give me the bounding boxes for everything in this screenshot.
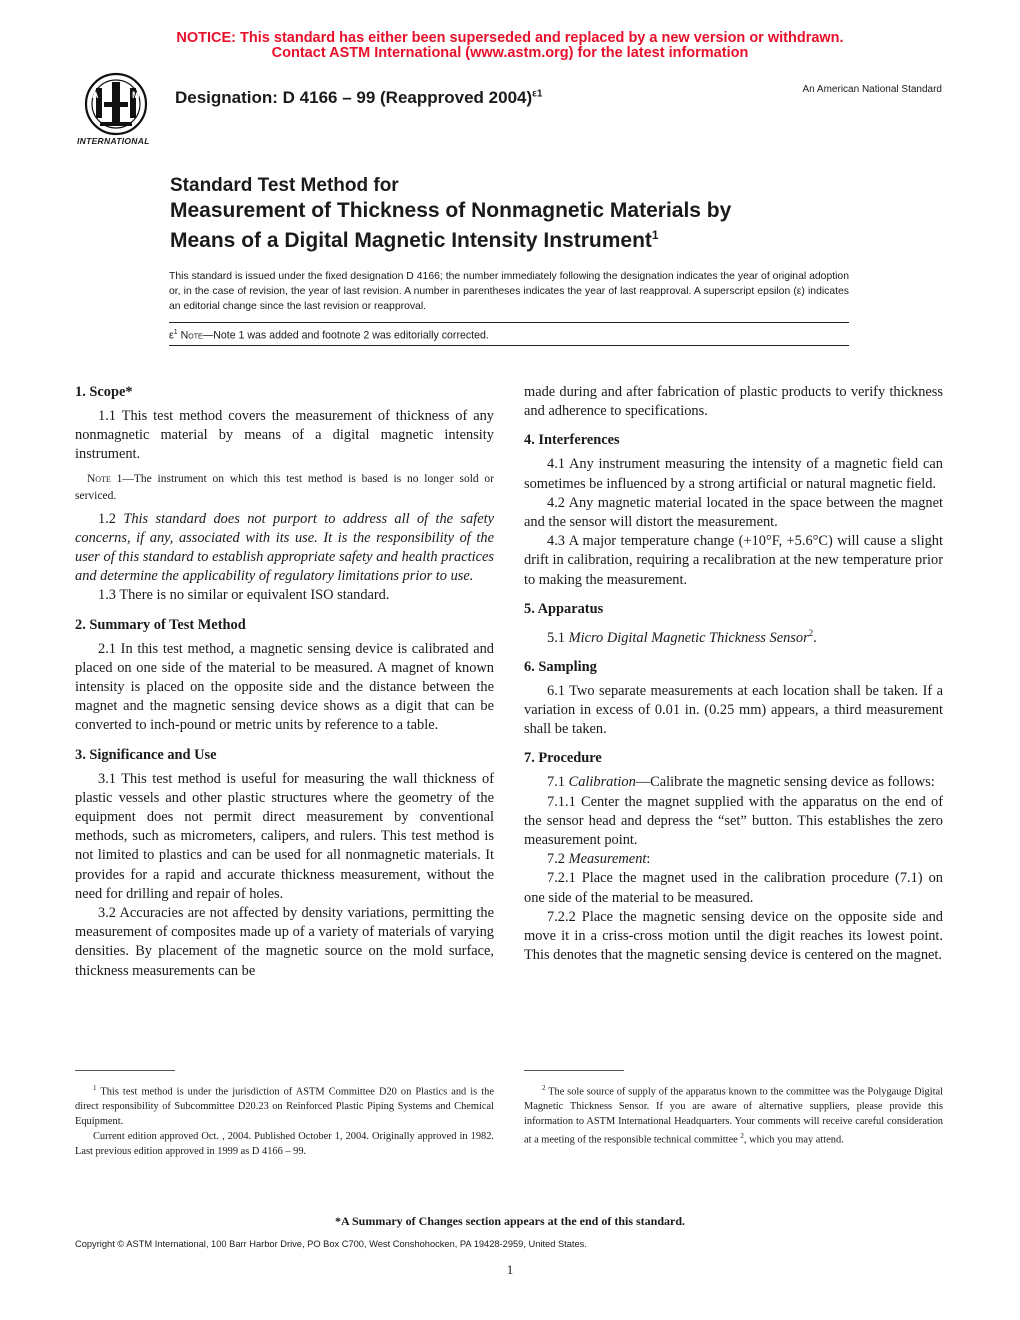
title-line-2: Measurement of Thickness of Nonmagnetic Materials by bbox=[170, 199, 732, 222]
period: . bbox=[813, 629, 817, 646]
paragraph: 7.2.1 Place the magnet used in the calibration procedure (7.1) on one side of the material to be measured. bbox=[524, 870, 943, 906]
copyright: Copyright © ASTM International, 100 Barr Harbor Drive, PO Box C700, West Conshohocken, PA 19428-2959, United States. bbox=[75, 1239, 587, 1249]
title-line-1: Standard Test Method for bbox=[170, 175, 399, 196]
section-heading: 7. Procedure bbox=[524, 750, 602, 767]
footnote-number: 1 bbox=[93, 1084, 97, 1092]
editorial-eps: ε bbox=[169, 329, 174, 342]
paragraph-number: 7.2 bbox=[547, 851, 569, 868]
footnote-text-end: , which you may attend. bbox=[743, 1134, 844, 1146]
title-main bbox=[170, 198, 870, 253]
divider bbox=[169, 345, 849, 346]
svg-text:M: M bbox=[132, 90, 140, 100]
paragraph: 7.1.1 Center the magnet supplied with the apparatus on the end of the sensor head and depress the “set” button. This establishes the zero measurement point. bbox=[524, 793, 943, 849]
section-heading: 2. Summary of Test Method bbox=[75, 616, 246, 633]
paragraph: 6.1 Two separate measurements at each location shall be taken. If a variation in excess of 0.01 in. (0.25 mm) appears, a third measurement shall be taken. bbox=[524, 682, 943, 738]
paragraph bbox=[524, 773, 943, 792]
editorial-note-text: —Note 1 was added and footnote 2 was editorially corrected. bbox=[202, 329, 489, 342]
footnote-2 bbox=[524, 1081, 943, 1148]
paragraph-number: 5.1 bbox=[547, 629, 569, 646]
paragraph: 3.2 Accuracies are not affected by density variations, permitting the measurement of composites made up of a variety of materials of varying densities. By placement of the magnetic source on the mold surface, thickness measurements can be bbox=[75, 905, 494, 979]
designation-text: Designation: D 4166 – 99 (Reapproved 2004) bbox=[175, 88, 533, 107]
issuance-statement: This standard is issued under the fixed designation D 4166; the number immediately following the designation indicates the year of original adoption or, in the case of revision, the year of last revision. A number in parentheses indicates the year of last reapproval. A superscript epsilon (ε) indicates an editorial change since the last revision or reapproval. bbox=[169, 271, 849, 312]
paragraph bbox=[524, 624, 943, 648]
right-column bbox=[524, 383, 943, 965]
paragraph: 3.1 This test method is useful for measuring the wall thickness of plastic vessels and other plastic structures where the geometry of the equipment does not permit direct measurement by conventional methods, such as micrometers, calipers, and rulers. This test method is not limited to plastics and can be used for all nonmagnetic materials. It provides for a rapid and accurate thickness measurement, without the need for drilling and repair of holes. bbox=[75, 770, 494, 902]
note-text: 1—The instrument on which this test method is based is no longer sold or serviced. bbox=[75, 472, 494, 502]
svg-text:A: A bbox=[92, 90, 99, 100]
apparatus-name: Micro Digital Magnetic Thickness Sensor bbox=[568, 629, 809, 646]
footnote-number: 2 bbox=[542, 1084, 546, 1092]
paragraph: 4.1 Any instrument measuring the intensity of a magnetic field can sometimes be influenced by a strong artificial or natural magnetic field. bbox=[524, 456, 943, 492]
paragraph bbox=[75, 510, 494, 587]
editorial-note bbox=[169, 329, 489, 342]
section-heading: 3. Significance and Use bbox=[75, 746, 217, 763]
paragraph: 1.1 This test method covers the measurement of thickness of any nonmagnetic material by means of a digital magnetic intensity instrument. bbox=[75, 408, 494, 463]
paragraph: 1.3 There is no similar or equivalent ISO standard. bbox=[98, 587, 390, 604]
subsection-title: Measurement bbox=[568, 851, 647, 868]
subsection-title: Calibration bbox=[568, 774, 636, 791]
footnote-rule bbox=[524, 1070, 624, 1071]
note-1 bbox=[75, 471, 494, 505]
footnote-text: Current edition approved Oct. , 2004. Published October 1, 2004. Originally approved in 1982. Last previous edition approved in 1999 as D 4166 – 99. bbox=[75, 1131, 494, 1158]
notice-line-1: NOTICE: This standard has either been superseded and replaced by a new version or withdrawn. bbox=[176, 30, 844, 46]
paragraph-text: —Calibrate the magnetic sensing device as follows: bbox=[635, 774, 935, 791]
paragraph: 2.1 In this test method, a magnetic sensing device is calibrated and placed on one side of the material to be measured. A magnet of known intensity is placed on the opposite side and the distance between the magnet and the magnetic sensing device shows as a digit that can be converted to inch-pound or metric units by reference to a table. bbox=[75, 640, 494, 734]
editorial-note-label: Note bbox=[180, 329, 203, 342]
summary-of-changes-notice: *A Summary of Changes section appears at the end of this standard. bbox=[334, 1214, 686, 1228]
designation-sup: ε1 bbox=[532, 88, 543, 100]
paragraph-text: : bbox=[646, 851, 651, 868]
footnote-ref: 2 bbox=[808, 627, 814, 638]
divider bbox=[169, 322, 849, 323]
title-line-3: Means of a Digital Magnetic Intensity Instrument bbox=[170, 229, 652, 252]
footnote-text: This test method is under the jurisdiction of ASTM Committee D20 on Plastics and is the direct responsibility of Subcommittee D20.23 on Reinforced Plastic Piping Systems and Chemical Equipment. bbox=[75, 1086, 494, 1128]
note-label: Note bbox=[87, 472, 111, 485]
paragraph-number: 1.2 bbox=[98, 510, 124, 527]
footnote-text: The sole source of supply of the apparatus known to the committee was the Polygauge Digital Magnetic Thickness Sensor. If you are aware of alternative suppliers, please provide this information to ASTM International Headquarters. Your comments will receive careful consideration at a meeting of the responsible technical committee bbox=[524, 1086, 943, 1146]
section-heading: 5. Apparatus bbox=[524, 600, 604, 617]
left-column bbox=[75, 383, 494, 981]
footnote-1 bbox=[75, 1081, 494, 1159]
paragraph: 4.2 Any magnetic material located in the space between the magnet and the sensor will distort the measurement. bbox=[524, 494, 943, 531]
section-heading: 1. Scope* bbox=[75, 384, 133, 400]
section-heading: 4. Interferences bbox=[524, 432, 620, 449]
american-national-standard: An American National Standard bbox=[802, 84, 942, 95]
section-heading: 6. Sampling bbox=[524, 658, 597, 675]
astm-logo bbox=[72, 72, 162, 152]
page-number: 1 bbox=[506, 1262, 514, 1277]
paragraph: 4.3 A major temperature change (+10°F, +5.6°C) will cause a slight drift in calibration, requiring a recalibration at the new temperature prior to making the measurement. bbox=[524, 533, 943, 588]
safety-statement: This standard does not purport to address all of the safety concerns, if any, associated with its use. It is the responsibility of the user of this standard to establish appropriate safety and health practices and determine the applicability of regulatory limitations prior to use. bbox=[75, 510, 494, 585]
designation bbox=[175, 88, 542, 108]
logo-text: INTERNATIONAL bbox=[77, 136, 150, 146]
notice-line-2: Contact ASTM International (www.astm.org) for the latest information bbox=[271, 45, 749, 61]
paragraph-number: 7.1 bbox=[547, 774, 569, 791]
paragraph: made during and after fabrication of plastic products to verify thickness and adherence to specifications. bbox=[524, 384, 943, 420]
footnote-ref: 2 bbox=[740, 1132, 744, 1141]
editorial-eps-sup: 1 bbox=[173, 329, 178, 336]
paragraph: 7.2.2 Place the magnetic sensing device on the opposite side and move it in a criss-cross motion until the digit reaches its lowest point. This denotes that the magnetic sensing device is centered on the magnet. bbox=[524, 908, 943, 964]
paragraph bbox=[524, 850, 943, 869]
title-sup: 1 bbox=[651, 228, 659, 242]
footnote-rule bbox=[75, 1070, 175, 1071]
